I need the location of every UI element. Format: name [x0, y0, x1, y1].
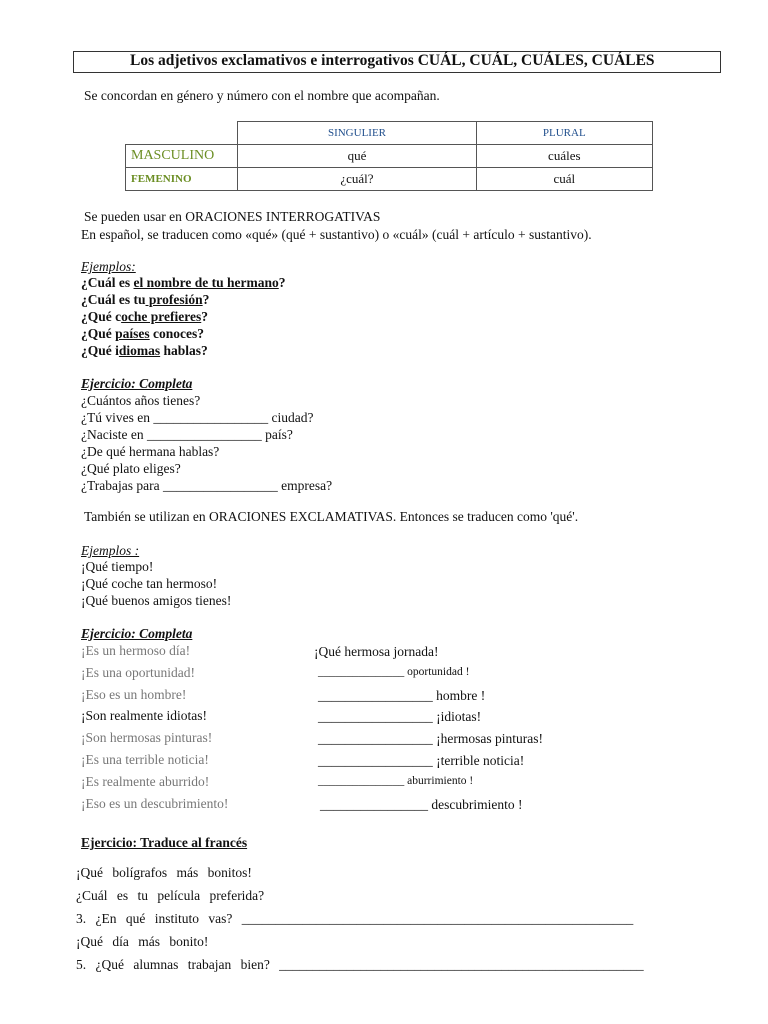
prompt-text: ¡Es un hermoso día! — [81, 643, 191, 658]
row-label-masculino: MASCULINO — [126, 145, 238, 168]
exercise-1-item: ¿Naciste en _________________ país? — [81, 427, 293, 442]
prompt-text: ¡Es una oportunidad! — [81, 664, 195, 680]
exercise-1-item: ¿Tú vives en _________________ ciudad? — [81, 410, 314, 425]
rule-2-detail: En español, se traducen como «qué» (qué + sustantivo) o «cuál» (cuál + artículo + sustantivo). — [81, 227, 592, 242]
exercise-1-item: ¿Qué plato eliges? — [81, 461, 181, 476]
example-underlined-part: diomas — [118, 343, 161, 358]
exercise-3-title: Ejercicio: Traduce al francés — [81, 835, 248, 850]
example-question — [81, 326, 204, 342]
exclamation-example: ¡Qué coche tan hermoso! — [81, 576, 218, 591]
example-question — [81, 343, 208, 359]
prompt-text: ¡Son hermosas pinturas! — [81, 730, 213, 746]
translation-item: ¡Qué día más bonito! — [76, 934, 209, 949]
example-part: ? — [201, 309, 208, 324]
exercise-1-item: ¿Cuántos años tienes? — [81, 393, 201, 408]
exercise-1-title: Ejercicio: Completa — [81, 376, 193, 391]
exercise-2-prompt — [81, 665, 195, 681]
exercise-1-item: ¿De qué hermana hablas? — [81, 444, 220, 459]
cell-fem-sing: ¿cuál? — [238, 168, 476, 191]
rule-3: También se utilizan en ORACIONES EXCLAMATIVAS. Entonces se traducen como 'qué'. — [84, 509, 579, 524]
header-singulier: SINGULIER — [238, 122, 476, 145]
examples-2-title: Ejemplos : — [81, 543, 140, 558]
example-part: conoces? — [149, 326, 205, 341]
exercise-2-answer: _______________ aburrimiento ! — [318, 774, 474, 787]
cell-fem-plur: cuál — [476, 168, 652, 191]
prompt-text: ¡Es una terrible noticia! — [81, 752, 209, 767]
exercise-2-prompt — [81, 774, 209, 790]
exercise-2-title: Ejercicio: Completa — [81, 626, 193, 641]
exercise-2-prompt — [81, 643, 190, 659]
rule-2: Se pueden usar en ORACIONES INTERROGATIVAS — [84, 209, 381, 224]
header-plural: PLURAL — [476, 122, 652, 145]
exercise-1-item: ¿Trabajas para _________________ empresa? — [81, 478, 333, 493]
examples-1-title: Ejemplos: — [81, 259, 136, 274]
translation-item: 5. ¿Qué alumnas trabajan bien? ______________________________________________________ — [76, 957, 644, 972]
example-part: ? — [278, 275, 286, 290]
exercise-2-prompt — [81, 687, 186, 703]
translation-item: ¡Qué bolígrafos más bonitos! — [76, 865, 252, 880]
example-part: ¿Qué — [81, 326, 116, 341]
prompt-text: ¡Es realmente aburrido! — [81, 773, 210, 789]
exercise-2-answer: _______________ oportunidad ! — [318, 665, 470, 678]
translation-item: ¿Cuál es tu película preferida? — [76, 888, 265, 903]
page-title: Los adjetivos exclamativos e interrogativos CUÁL, CUÁL, CUÁLES, CUÁLES — [130, 52, 655, 69]
row-label-femenino: FEMENINO — [126, 168, 238, 191]
example-part: ¿Cuál es tu — [81, 292, 146, 307]
example-question — [81, 292, 209, 308]
exercise-2-answer: ________________ descubrimiento ! — [320, 796, 523, 812]
exercise-2-answer: _________________ hombre ! — [318, 687, 486, 703]
example-part: ? — [202, 292, 210, 307]
example-underlined-part: países — [115, 326, 150, 341]
exercise-2-answer: _________________ ¡idiotas! — [318, 709, 482, 725]
example-question — [81, 309, 208, 325]
example-underlined-part: el nombre de tu hermano — [133, 275, 279, 290]
exclamation-example: ¡Qué tiempo! — [81, 559, 154, 574]
exercise-2-answer: _________________ ¡hermosas pinturas! — [318, 731, 543, 747]
translation-item: 3. ¿En qué instituto vas? __________________________________________________________ — [76, 911, 634, 926]
example-part: hablas? — [160, 343, 208, 358]
example-part: ¿Qué i — [81, 343, 119, 358]
prompt-text: ¡Eso es un descubrimiento! — [81, 795, 229, 811]
example-part: ¿Qué c — [81, 309, 122, 324]
exercise-2-answer: _________________ ¡terrible noticia! — [318, 753, 525, 768]
exercise-2-prompt — [81, 730, 212, 746]
agreement-table — [125, 121, 653, 191]
exclamation-example: ¡Qué buenos amigos tienes! — [81, 593, 232, 608]
exercise-2-prompt — [81, 752, 209, 768]
rule-1: Se concordan en género y número con el nombre que acompañan. — [84, 88, 440, 103]
cell-masc-plur: cuáles — [476, 145, 652, 168]
exercise-2-prompt — [81, 796, 228, 812]
exercise-2-prompt — [81, 708, 207, 724]
example-part: ¿Cuál es — [81, 275, 134, 290]
example-question — [81, 275, 286, 291]
prompt-text: ¡Eso es un hombre! — [81, 686, 187, 702]
cell-masc-sing: qué — [238, 145, 476, 168]
exercise-2-answer: ¡Qué hermosa jornada! — [314, 644, 439, 659]
example-underlined-part: oche prefieres — [121, 309, 202, 324]
prompt-text: ¡Son realmente idiotas! — [81, 708, 207, 724]
example-underlined-part: profesión — [145, 292, 203, 307]
